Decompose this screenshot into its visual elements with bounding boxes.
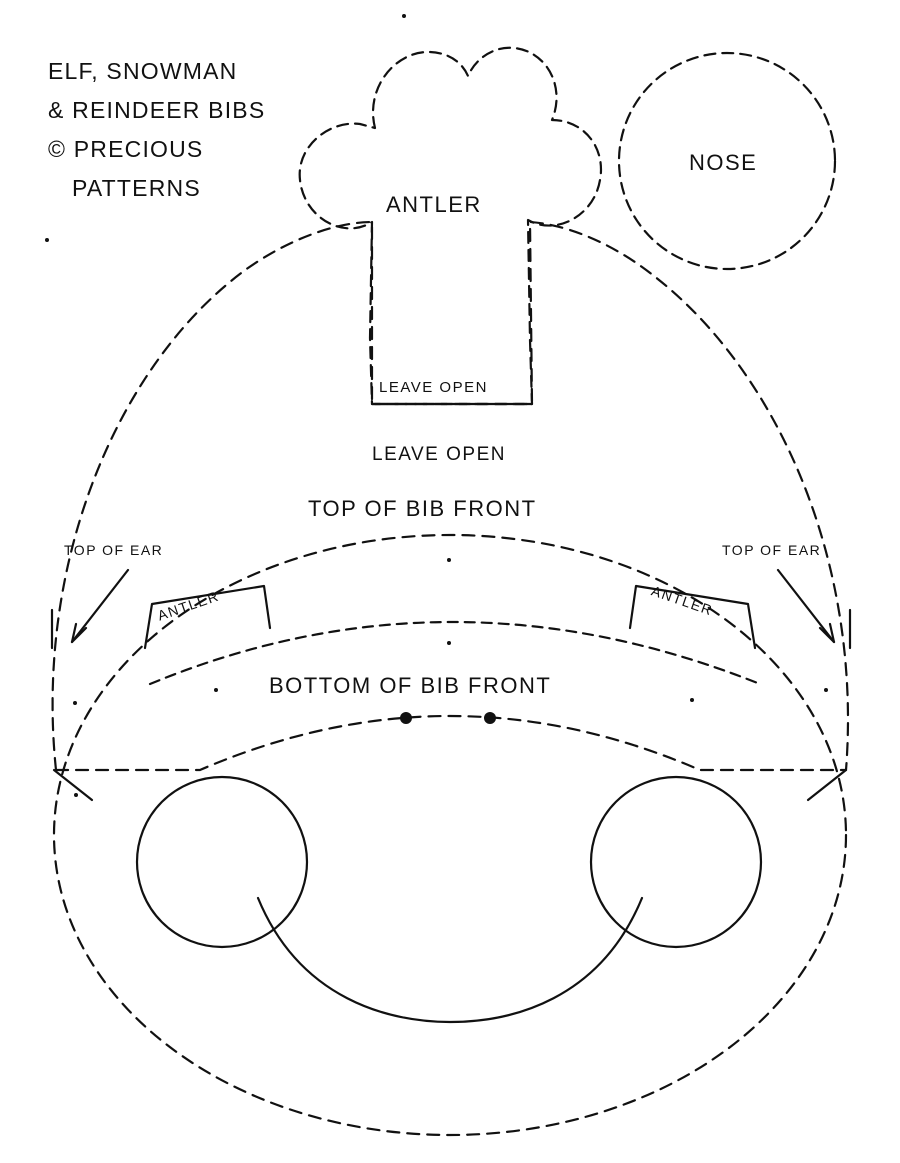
speckle-8 [402,14,406,18]
leave-open-outer-label: LEAVE OPEN [372,444,506,465]
eye-right-circle [591,777,761,947]
credit-line-1: ELF, SNOWMAN [48,58,238,84]
top-of-ear-right-label: TOP OF EAR [722,542,822,558]
bottom-of-bib-front-outline [54,535,846,1135]
leave-open-inner-label: LEAVE OPEN [379,379,488,396]
antler-label: ANTLER [386,192,482,217]
top-of-bib-front-label: TOP OF BIB FRONT [308,496,537,521]
credit-line-2: & REINDEER BIBS [48,97,266,123]
antler-placement-right-label: ANTLER [649,582,716,619]
credit-line-4: PATTERNS [72,175,201,201]
speckle-6 [447,558,451,562]
bottom-of-bib-front-label: BOTTOM OF BIB FRONT [269,673,552,698]
nose-label: NOSE [689,150,758,175]
top-of-ear-arrow-left [72,570,128,642]
credit-line-3: © PRECIOUS [48,136,204,162]
speckle-2 [214,688,218,692]
antler-placement-left-label: ANTLER [155,587,222,624]
dot-mark-right [484,712,496,724]
speckle-3 [690,698,694,702]
eye-left-circle [137,777,307,947]
speckle-5 [74,793,78,797]
speckle-1 [73,701,77,705]
smile-curve [258,898,642,1022]
speckle-9 [45,238,49,242]
speckle-7 [447,641,451,645]
speckle-4 [824,688,828,692]
top-of-ear-arrow-right [778,570,834,642]
top-of-ear-left-label: TOP OF EAR [64,542,164,558]
dot-mark-left [400,712,412,724]
